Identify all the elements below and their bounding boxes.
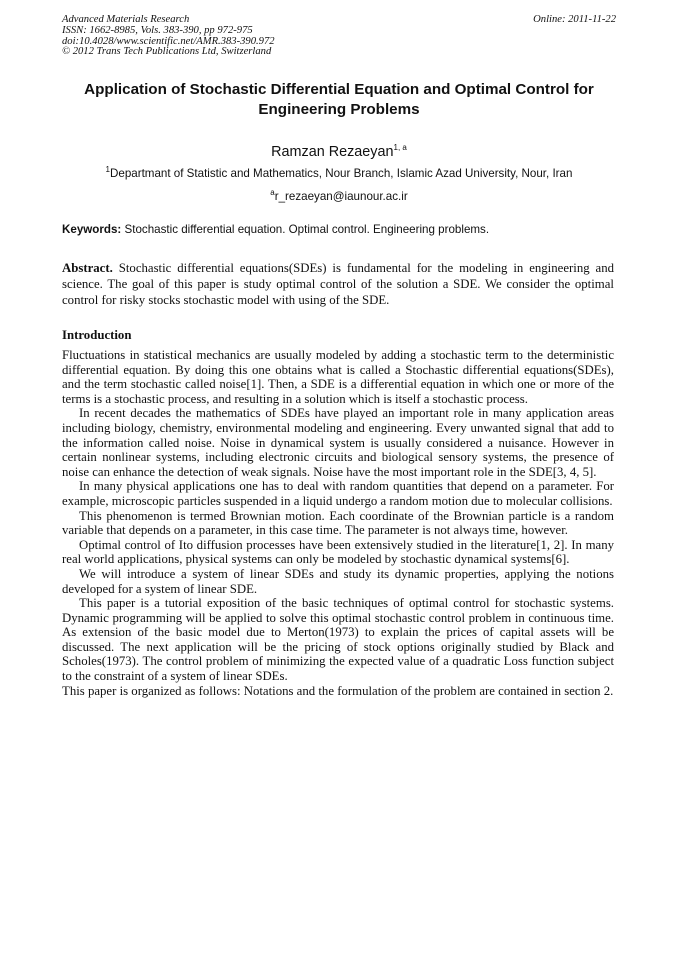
paper-title: Application of Stochastic Differential Equation and Optimal Control for Engineering Problems (84, 81, 594, 118)
author-name: Ramzan Rezaeyan (271, 144, 394, 160)
paragraph: We will introduce a system of linear SDEs and study its dynamic properties, applying the notions developed for a system of linear SDE. (62, 566, 614, 596)
doi-line: doi:10.4028/www.scientific.net/AMR.383-390.972 (62, 35, 275, 47)
keywords-block (62, 223, 616, 237)
email-superscript: a (270, 188, 275, 198)
journal-name: Advanced Materials Research (62, 14, 190, 25)
online-date: Online: 2011-11-22 (533, 14, 616, 25)
abstract-label: Abstract. (62, 261, 113, 275)
paragraph: This paper is a tutorial exposition of the basic techniques of optimal control for stochastic systems. Dynamic programming will be applied to solve this optimal stochastic control problem in continuous time. As extension of the basic model due to Merton(1973) to explain the prices of capital assets will be discussed. The next application will be the pricing of stock options originally studied by Black and Scholes(1973). The control problem of minimizing the expected value of a quadratic Loss function subject to the constraint of a system of linear SDEs. (62, 596, 614, 684)
affiliation-superscript: 1 (105, 165, 110, 175)
abstract-block (62, 260, 614, 308)
paragraph: In recent decades the mathematics of SDEs have played an important role in many application areas including biology, chemistry, environmental modeling and engineering. Every unwanted signal that add to the information called noise. Noise in dynamical system is usually considered a nuisance. However in certain nonlinear systems, including electronic circuits and biological sensory systems, the presence of noise can enhance the detection of weak signals. Noise have the most important role in the SDE[3, 4, 5]. (62, 406, 614, 479)
author-line (0, 144, 678, 160)
section-heading-introduction: Introduction (62, 328, 132, 342)
issn-line: ISSN: 1662-8985, Vols. 383-390, pp 972-975 (62, 24, 253, 36)
paragraph: Fluctuations in statistical mechanics are usually modeled by adding a stochastic term to the deterministic differential equation. By doing this one obtains what is called a Stochastic differential equations(SDEs), and the term stochastic called noise[1]. Then, a SDE is a differential equation in which one or more of the terms is a stochastic process, and resulting in a solution which is itself a stochastic process. (62, 348, 614, 406)
journal-header (62, 15, 616, 58)
email-line (0, 190, 678, 204)
keywords-text: Stochastic differential equation. Optimal control. Engineering problems. (124, 223, 490, 236)
paragraph: This paper is organized as follows: Notations and the formulation of the problem are contained in section 2. (62, 683, 614, 698)
copyright-line: © 2012 Trans Tech Publications Ltd, Switzerland (62, 46, 272, 58)
author-superscript: 1, a (393, 143, 407, 153)
paragraph: Optimal control of Ito diffusion processes have been extensively studied in the literature[1, 2]. In many real world applications, physical systems can only be modeled by stochastic dynamical systems[6]. (62, 537, 614, 567)
keywords-label: Keywords: (62, 223, 122, 236)
affiliation-line (0, 167, 678, 181)
email-address[interactable]: r_rezaeyan@iaunour.ac.ir (274, 190, 408, 203)
paragraph: This phenomenon is termed Brownian motion. Each coordinate of the Brownian particle is a random variable that depends on a parameter, in this case time. The parameter is not always time, however. (62, 508, 614, 538)
paragraph: In many physical applications one has to deal with random quantities that depend on a parameter. For example, microscopic particles suspended in a liquid undergo a random motion due to molecular collisions. (62, 479, 614, 508)
affiliation-text: Departmant of Statistic and Mathematics, Nour Branch, Islamic Azad University, Nour, Iran (110, 167, 573, 180)
abstract-text: Stochastic differential equations(SDEs) is fundamental for the modeling in engineering and science. The goal of this paper is study optimal control of the solution a SDE. We consider the optimal control for risky stocks stochastic model with using of the SDE. (62, 261, 615, 307)
introduction-body (62, 348, 614, 698)
